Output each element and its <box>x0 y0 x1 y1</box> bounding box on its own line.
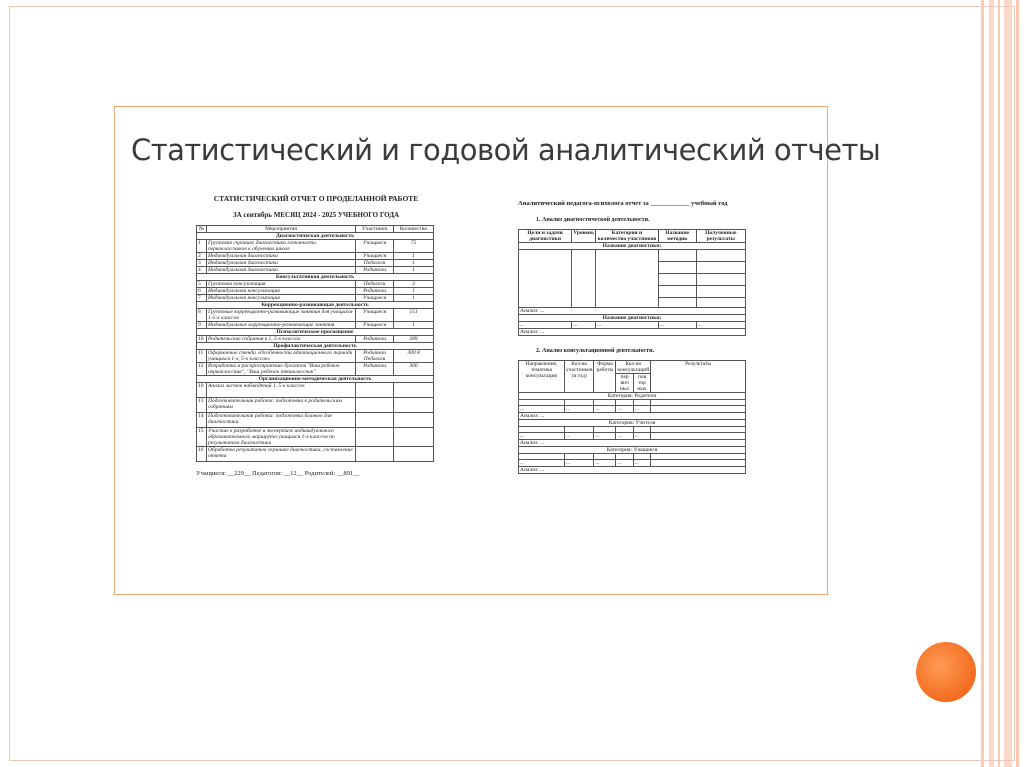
stripe <box>1004 0 1012 767</box>
table-row <box>197 267 434 274</box>
consulting-table <box>518 360 746 474</box>
category-row: Категория: Учащиеся <box>519 447 746 454</box>
t2-col-form: Форма работы <box>594 361 616 393</box>
row-participants: Учащиеся <box>356 295 394 302</box>
dots-cell: ... <box>519 460 565 467</box>
row-participants <box>356 398 394 413</box>
col-participants: Участники <box>356 226 394 233</box>
table-row <box>197 336 434 343</box>
row-number: 10 <box>197 383 207 398</box>
row-count <box>394 398 434 413</box>
dots-cell: ... <box>596 322 659 329</box>
analytical-report <box>518 200 746 474</box>
row-activity: Индивидуальная диагностика <box>206 253 355 260</box>
row-number: 13 <box>197 398 207 413</box>
dots-cell: ... <box>519 322 572 329</box>
row-count: 300 <box>394 363 434 376</box>
section-row: Психологическое просвещение <box>197 329 434 336</box>
row-participants <box>356 428 394 447</box>
dots-cell: ... <box>565 460 594 467</box>
table-row <box>197 281 434 288</box>
dots-cell: ... <box>565 433 594 440</box>
analytic-report-title: Аналитический педагога-психолога отчет за ____________ учебный год <box>518 200 728 207</box>
row-activity: Подготовительная работа: подготовка бланков для диагностики <box>206 413 355 428</box>
row-participants: Учащиеся <box>356 322 394 329</box>
category-row: Категория: Учителя <box>519 420 746 427</box>
row-activity: Индивидуальная консультация <box>206 295 355 302</box>
row-count: 75 <box>394 240 434 253</box>
stripe <box>981 0 984 767</box>
category-row: Категория: Родители <box>519 393 746 400</box>
row-participants: Педагоги <box>356 281 394 288</box>
row-number: 9 <box>197 322 207 329</box>
row-participants <box>356 447 394 462</box>
row-number: 4 <box>197 267 207 274</box>
analysis-row: Анализ: ... <box>519 413 746 420</box>
table-row <box>197 413 434 428</box>
row-number: 10 <box>197 336 207 343</box>
table-row <box>197 363 434 376</box>
dots-cell: ... <box>594 460 616 467</box>
row-activity: Индивидуальная диагностика <box>206 260 355 267</box>
row-count: 1 <box>394 322 434 329</box>
row-number: 3 <box>197 260 207 267</box>
row-count: 1 <box>394 288 434 295</box>
decorative-stripes <box>977 0 1024 767</box>
row-count: 1 <box>394 267 434 274</box>
diag-name-row-2: Название диагностики: <box>519 315 746 322</box>
row-count: 300 8 <box>394 350 434 363</box>
analysis-row: Анализ: ... <box>519 440 746 447</box>
row-count <box>394 447 434 462</box>
dots-cell: ... <box>633 460 650 467</box>
row-activity: Разработка и распространение буклетов "Ваш ребенок первоклассник", "Ваш ребенок пятиклассник" <box>206 363 355 376</box>
t2-sub-repeat: пов тор ных <box>633 374 650 393</box>
analysis-row: Анализ: ... <box>519 467 746 474</box>
section-row: Консультативная деятельность <box>197 274 434 281</box>
row-activity: Родительские собрания в 1, 5-х классах <box>206 336 355 343</box>
row-participants: Родители <box>356 288 394 295</box>
row-activity: Групповая консультация <box>206 281 355 288</box>
row-participants: Родители Педагоги <box>356 350 394 363</box>
dots-cell: ... <box>633 406 650 413</box>
row-number: 1 <box>197 240 207 253</box>
dots-cell: ... <box>633 433 650 440</box>
table-row <box>197 350 434 363</box>
row-activity: Оформление стенда «Особенности адаптационного периода учащихся 1-х, 5-х классов» <box>206 350 355 363</box>
row-participants: Учащиеся <box>356 253 394 260</box>
t1-col: Уровень <box>572 230 596 243</box>
stripe <box>989 0 994 767</box>
section-row: Коррекционно-развивающая деятельность <box>197 302 434 309</box>
row-participants: Родители <box>356 336 394 343</box>
row-participants: Учащиеся <box>356 309 394 322</box>
row-participants: Педагоги <box>356 260 394 267</box>
table-row <box>197 322 434 329</box>
table-row <box>197 428 434 447</box>
row-number: 11 <box>197 350 207 363</box>
dots-cell: ... <box>658 322 696 329</box>
row-number: 6 <box>197 288 207 295</box>
row-number: 8 <box>197 309 207 322</box>
row-activity: Участие в разработке и экспертизе индивидуального образовательного маршрута учащихся 1-х классов по результатам диагностики <box>206 428 355 447</box>
dots-cell: ... <box>616 406 633 413</box>
row-participants <box>356 383 394 398</box>
row-count: 1 <box>394 295 434 302</box>
stripe <box>1016 0 1019 767</box>
diag-name-row: Название диагностики: <box>519 243 746 250</box>
stat-report-period: ЗА сентябрь МЕСЯЦ 2024 - 2025 УЧЕБНОГО ГОДА <box>232 211 400 219</box>
statistical-report <box>196 194 436 477</box>
table-row <box>197 309 434 322</box>
row-number: 12 <box>197 363 207 376</box>
dots-cell: ... <box>594 433 616 440</box>
col-activities: Мероприятия <box>206 226 355 233</box>
section-row: Организационно-методическая деятельность <box>197 376 434 383</box>
stat-report-table <box>196 225 434 462</box>
row-count <box>394 428 434 447</box>
row-number: 7 <box>197 295 207 302</box>
t2-col-direction: Направление, тематика консультации <box>519 361 565 393</box>
row-activity: Индивидуальная диагностика <box>206 267 355 274</box>
row-participants: Родители <box>356 267 394 274</box>
section-consulting: 2. Анализ консультационной деятельности. <box>536 348 655 354</box>
stat-report-footer: Учащиеся: __229__ Педагогов: __12__ Родителей: __891__ <box>196 470 360 477</box>
table-row <box>197 253 434 260</box>
row-count: 3 <box>394 281 434 288</box>
dots-cell: ... <box>616 433 633 440</box>
row-activity: Подготовительная работа: подготовка к родительским собраниям <box>206 398 355 413</box>
row-number: 14 <box>197 413 207 428</box>
row-activity: Анализ листов наблюдений 1, 5-х классов <box>206 383 355 398</box>
table-row <box>197 398 434 413</box>
col-number: № <box>197 226 207 233</box>
stat-report-title: СТАТИСТИЧЕСКИЙ ОТЧЕТ О ПРОДЕЛАННОЙ РАБОТЕ <box>213 194 419 203</box>
row-count <box>394 413 434 428</box>
row-count <box>394 383 434 398</box>
row-number: 5 <box>197 281 207 288</box>
t1-col: Название методик <box>658 230 696 243</box>
analysis-row: Анализ: ... <box>519 329 746 336</box>
section-diagnostics: 1. Анализ диагностической деятельности. <box>536 217 650 223</box>
table-row <box>197 295 434 302</box>
t1-col: Полученные результаты <box>696 230 745 243</box>
row-activity: Групповые коррекционно-развивающие занятия для учащихся 1-5-х классов <box>206 309 355 322</box>
row-count: 289 <box>394 336 434 343</box>
dots-cell: ... <box>594 406 616 413</box>
row-number: 2 <box>197 253 207 260</box>
row-participants <box>356 413 394 428</box>
row-number: 16 <box>197 447 207 462</box>
stripe <box>998 0 1000 767</box>
t2-col-consult-count: Кол-во консультаций <box>617 361 650 373</box>
slide-title: Статистический и годовой аналитический отчеты <box>131 133 881 167</box>
table-row <box>197 288 434 295</box>
section-row: Профилактическая деятельность <box>197 343 434 350</box>
table-row <box>197 240 434 253</box>
row-count: 1 <box>394 253 434 260</box>
dots-cell: ... <box>696 322 745 329</box>
dots-cell: ... <box>519 406 565 413</box>
table-row <box>197 260 434 267</box>
row-number: 15 <box>197 428 207 447</box>
t2-col-results: Результаты <box>651 361 746 393</box>
row-participants: Родители <box>356 363 394 376</box>
diagnostics-table <box>518 229 746 336</box>
row-activity: Индивидуальные коррекционно-развивающие занятия <box>206 322 355 329</box>
t2-col-participants: Кол-во участников (в год) <box>565 361 594 393</box>
dots-cell: ... <box>519 433 565 440</box>
col-count: Количество <box>394 226 434 233</box>
analysis-row: Анализ: ... <box>519 308 746 315</box>
row-activity: Индивидуальная консультация <box>206 288 355 295</box>
dots-cell: ... <box>565 406 594 413</box>
row-activity: Групповая скрининг диагностика готовности первоклассников к обучению школе <box>206 240 355 253</box>
row-activity: Обработка результатов скрининг диагностики, составление отчета <box>206 447 355 462</box>
t1-col: Категория и количество участников <box>596 230 659 243</box>
decorative-orb <box>916 642 976 702</box>
dots-cell: ... <box>616 460 633 467</box>
table-row <box>197 383 434 398</box>
row-participants: Учащиеся <box>356 240 394 253</box>
table-row <box>197 447 434 462</box>
t2-sub-primary: пер вич ных <box>616 374 633 393</box>
section-row: Диагностическая деятельность <box>197 233 434 240</box>
dots-cell: ... <box>572 322 596 329</box>
t1-col: Цели и задачи диагностики <box>519 230 572 243</box>
row-count: 1 <box>394 260 434 267</box>
row-count: 151 <box>394 309 434 322</box>
